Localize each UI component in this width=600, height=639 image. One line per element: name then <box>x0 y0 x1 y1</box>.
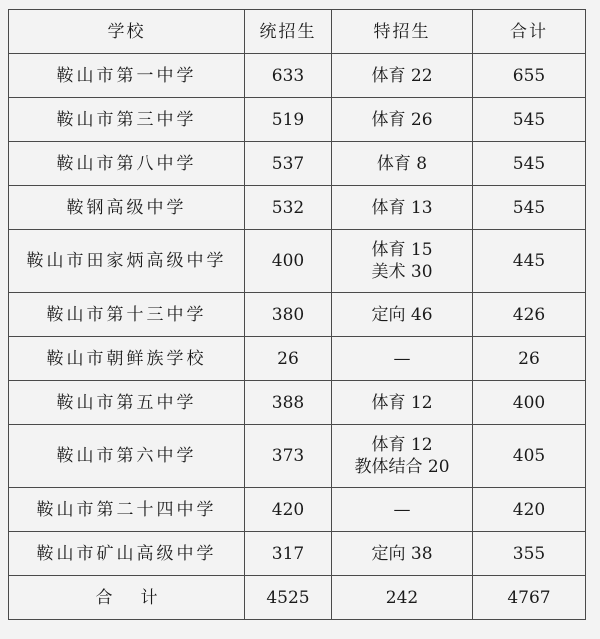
cell-school: 鞍山市田家炳高级中学 <box>9 230 245 293</box>
cell-school: 鞍山市第五中学 <box>9 381 245 425</box>
cell-regular: 420 <box>245 488 332 532</box>
special-entry: 体育 26 <box>371 109 433 130</box>
special-entry: 体育 12 <box>371 392 433 413</box>
cell-total: 400 <box>473 381 586 425</box>
cell-total: 545 <box>473 142 586 186</box>
cell-regular: 633 <box>245 54 332 98</box>
table-row <box>9 381 586 425</box>
cell-total: 405 <box>473 425 586 488</box>
table-row <box>9 532 586 576</box>
table-row <box>9 54 586 98</box>
cell-special <box>332 425 473 488</box>
cell-school: 鞍山市第二十四中学 <box>9 488 245 532</box>
footer-label: 合计 <box>9 576 245 620</box>
special-entry: 体育 12 <box>371 435 433 455</box>
special-entry: — <box>393 348 411 369</box>
cell-regular: 317 <box>245 532 332 576</box>
cell-regular: 537 <box>245 142 332 186</box>
cell-total: 545 <box>473 98 586 142</box>
header-row <box>9 10 586 54</box>
footer-row <box>9 576 586 620</box>
cell-regular: 400 <box>245 230 332 293</box>
enrollment-table-container <box>8 9 586 620</box>
header-regular: 统招生 <box>245 10 332 54</box>
cell-regular: 26 <box>245 337 332 381</box>
table-row <box>9 293 586 337</box>
header-school: 学校 <box>9 10 245 54</box>
cell-total: 655 <box>473 54 586 98</box>
cell-special <box>332 293 473 337</box>
cell-school: 鞍钢高级中学 <box>9 186 245 230</box>
cell-regular: 380 <box>245 293 332 337</box>
footer-regular: 4525 <box>245 576 332 620</box>
table-row <box>9 98 586 142</box>
cell-school: 鞍山市第一中学 <box>9 54 245 98</box>
cell-school: 鞍山市第十三中学 <box>9 293 245 337</box>
cell-total: 420 <box>473 488 586 532</box>
cell-special <box>332 98 473 142</box>
table-row <box>9 186 586 230</box>
special-entry: 美术 30 <box>371 262 433 282</box>
special-entry: 定向 46 <box>371 304 433 325</box>
cell-regular: 388 <box>245 381 332 425</box>
cell-regular: 532 <box>245 186 332 230</box>
cell-regular: 373 <box>245 425 332 488</box>
cell-special <box>332 532 473 576</box>
header-special: 特招生 <box>332 10 473 54</box>
footer-total: 4767 <box>473 576 586 620</box>
cell-total: 445 <box>473 230 586 293</box>
special-entry: 体育 13 <box>371 197 433 218</box>
table-row <box>9 337 586 381</box>
cell-school: 鞍山市朝鲜族学校 <box>9 337 245 381</box>
table-row <box>9 142 586 186</box>
cell-regular: 519 <box>245 98 332 142</box>
cell-special <box>332 186 473 230</box>
cell-school: 鞍山市第三中学 <box>9 98 245 142</box>
cell-school: 鞍山市第八中学 <box>9 142 245 186</box>
header-total: 合计 <box>473 10 586 54</box>
table-row <box>9 488 586 532</box>
cell-special <box>332 337 473 381</box>
cell-special <box>332 142 473 186</box>
special-entry: 定向 38 <box>371 543 433 564</box>
special-entry: 体育 8 <box>376 153 428 174</box>
table-row <box>9 230 586 293</box>
special-entry: — <box>393 499 411 520</box>
footer-special: 242 <box>332 576 473 620</box>
cell-total: 545 <box>473 186 586 230</box>
cell-special <box>332 381 473 425</box>
cell-total: 355 <box>473 532 586 576</box>
special-entry: 体育 22 <box>371 65 433 86</box>
cell-school: 鞍山市矿山高级中学 <box>9 532 245 576</box>
cell-school: 鞍山市第六中学 <box>9 425 245 488</box>
table-row <box>9 425 586 488</box>
enrollment-table <box>8 9 586 620</box>
special-entry: 体育 15 <box>371 240 433 260</box>
cell-total: 26 <box>473 337 586 381</box>
cell-total: 426 <box>473 293 586 337</box>
special-entry: 教体结合 20 <box>354 457 450 477</box>
cell-special <box>332 230 473 293</box>
cell-special <box>332 54 473 98</box>
cell-special <box>332 488 473 532</box>
